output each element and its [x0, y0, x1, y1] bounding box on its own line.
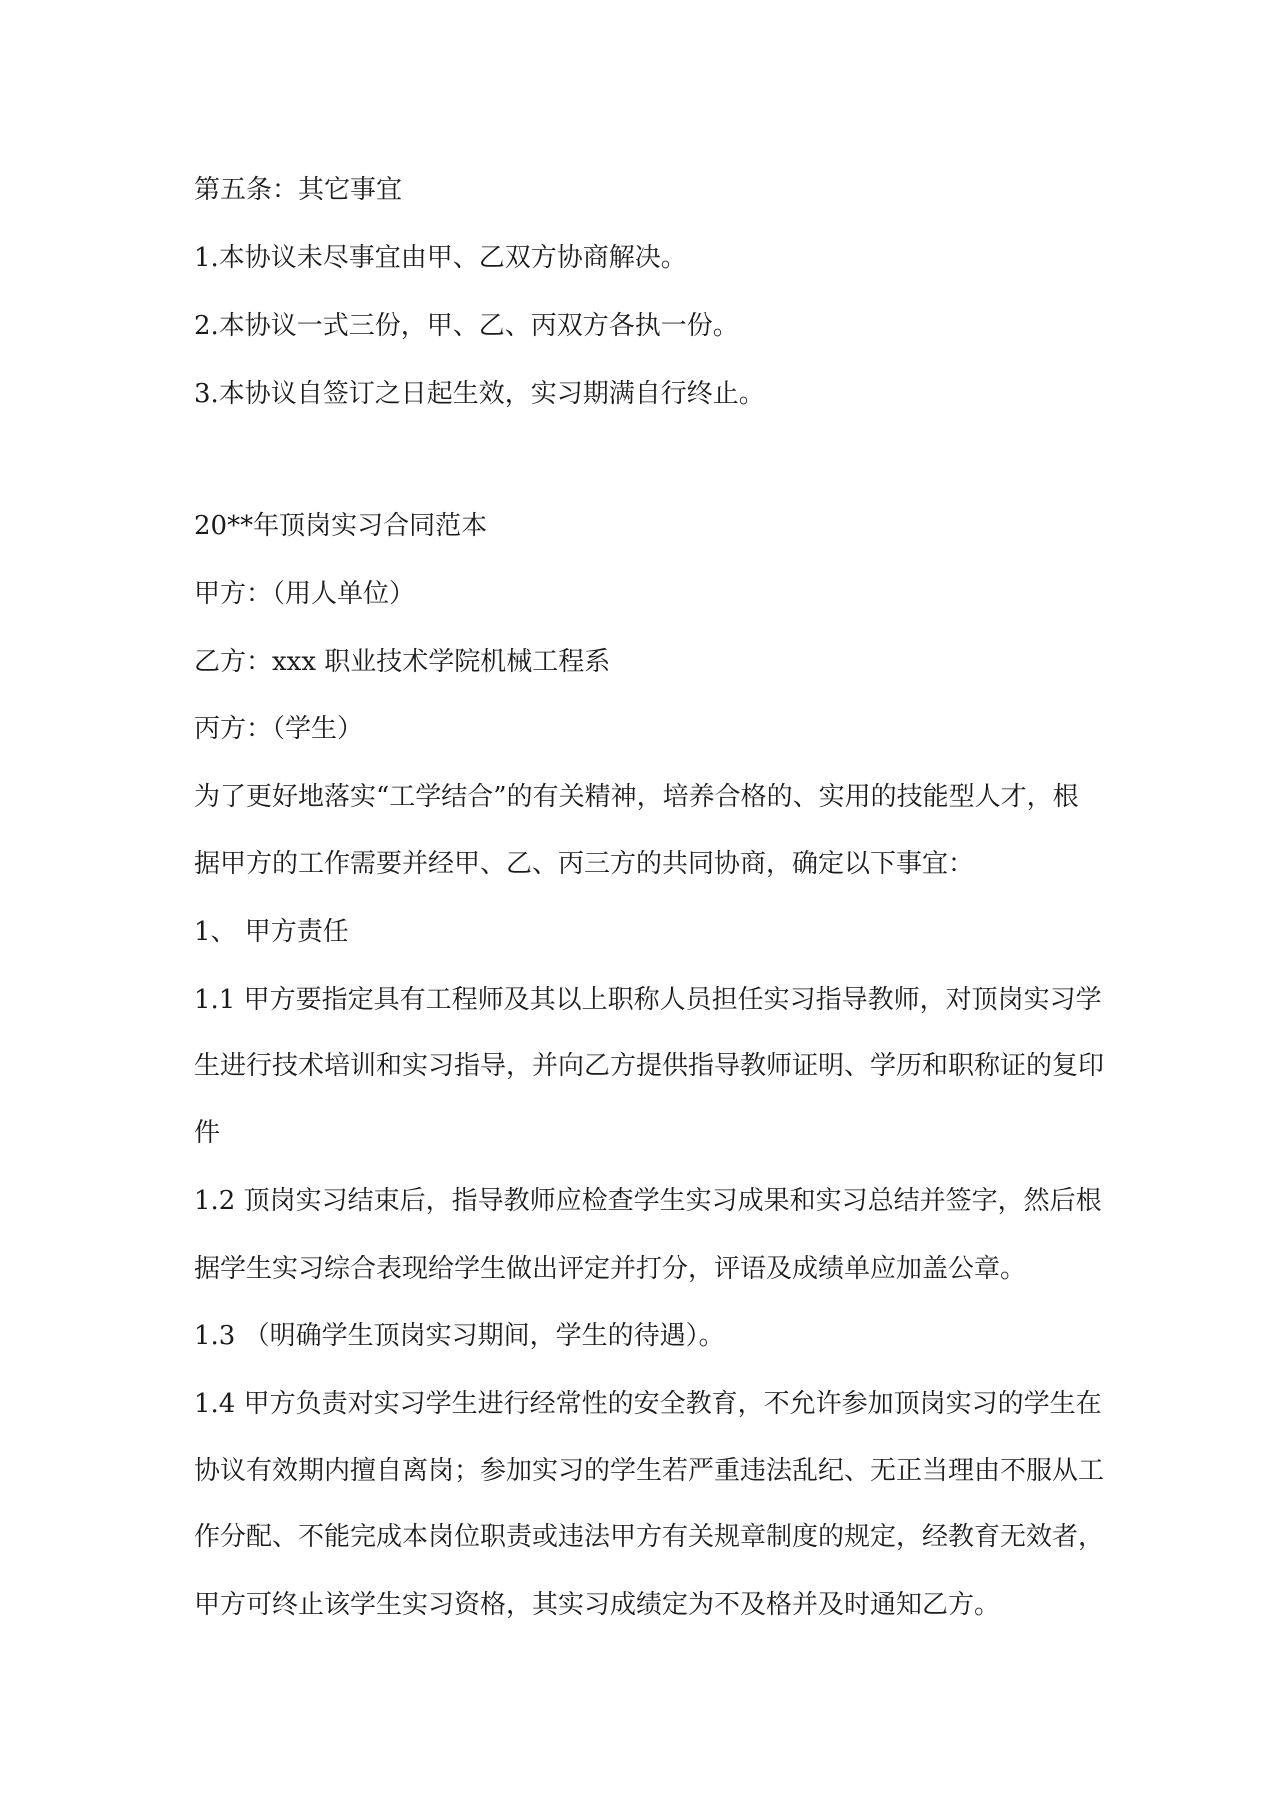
clause-1-4-line-4: 甲方可终止该学生实习资格，其实习成绩定为不及格并及时通知乙方。: [194, 1590, 1001, 1620]
party-b: 乙方：xxx 职业技术学院机械工程系: [194, 647, 611, 677]
party-a: 甲方：（用人单位）: [194, 579, 416, 609]
party-c: 丙方：（学生）: [194, 714, 364, 744]
intro-line-2: 据甲方的工作需要并经甲、乙、丙三方的共同协商，确定以下事宜：: [194, 849, 975, 879]
clause-1-2-line-2: 据学生实习综合表现给学生做出评定并打分，评语及成绩单应加盖公章。: [194, 1254, 1027, 1284]
intro-line-1: 为了更好地落实“工学结合”的有关精神，培养合格的、实用的技能型人才，根: [194, 782, 1079, 812]
section-five-item-3: 3.本协议自签订之日起生效，实习期满自行终止。: [194, 379, 765, 409]
section-five-heading: 第五条：其它事宜: [194, 175, 403, 205]
clause-1-1-line-2: 生进行技术培训和实习指导，并向乙方提供指导教师证明、学历和职称证的复印: [194, 1051, 1105, 1081]
clause-1-1-line-1: 1.1 甲方要指定具有工程师及其以上职称人员担任实习指导教师，对顶岗实习学: [194, 985, 1102, 1015]
section-five-item-1: 1.本协议未尽事宜由甲、乙双方协商解决。: [194, 243, 687, 273]
clause-1-4-line-3: 作分配、不能完成本岗位职责或违法甲方有关规章制度的规定，经教育无效者，: [194, 1522, 1105, 1552]
clause-1-4-line-2: 协议有效期内擅自离岗；参加实习的学生若严重违法乱纪、无正当理由不服从工: [194, 1456, 1105, 1486]
clause-1-3-line-1: 1.3 （明确学生顶岗实习期间，学生的待遇）。: [194, 1321, 725, 1351]
clause-1-2-line-1: 1.2 顶岗实习结束后，指导教师应检查学生实习成果和实习总结并签字，然后根: [194, 1186, 1102, 1216]
section-five-item-2: 2.本协议一式三份，甲、乙、丙双方各执一份。: [194, 311, 739, 341]
clause-1-1-line-3: 件: [194, 1118, 221, 1148]
section-1-heading: 1、 甲方责任: [194, 917, 349, 947]
clause-1-4-line-1: 1.4 甲方负责对实习学生进行经常性的安全教育，不允许参加顶岗实习的学生在: [194, 1389, 1102, 1419]
contract-title: 20**年顶岗实习合同范本: [194, 511, 488, 541]
